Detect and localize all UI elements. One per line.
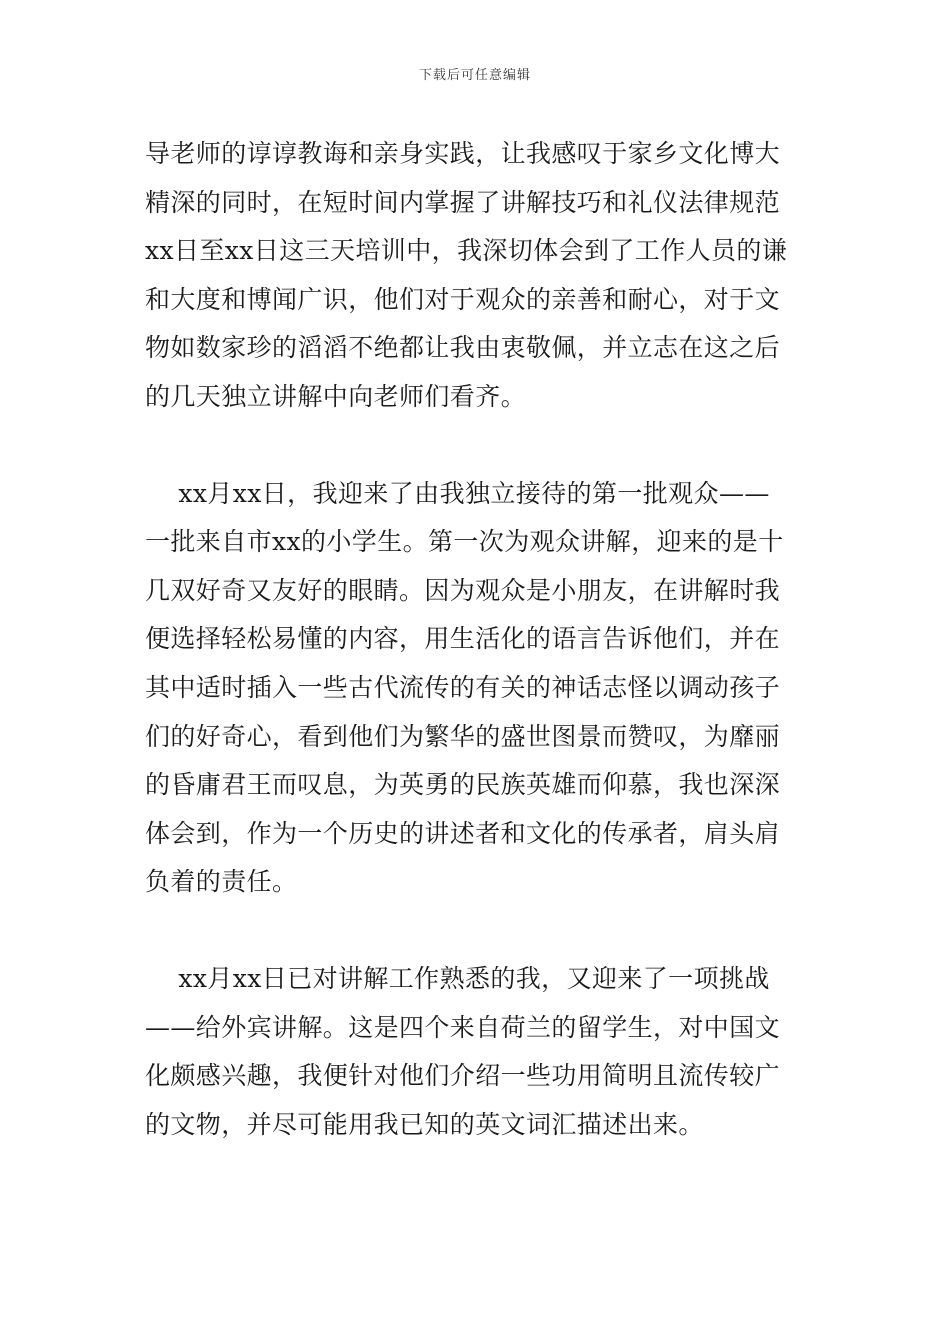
paragraph-spacer (145, 422, 810, 470)
text-line: ——给外宾讲解。这是四个来自荷兰的留学生，对中国文 (145, 1012, 781, 1042)
text-line: 和大度和博闻广识，他们对于观众的亲善和耐心，对于文 (145, 284, 781, 314)
document-body (145, 130, 810, 1149)
text-line: 精深的同时，在短时间内掌握了讲解技巧和礼仪法律规范 (145, 187, 781, 217)
text-line: 其中适时插入一些古代流传的有关的神话志怪以调动孩子 (145, 672, 781, 702)
text-line: 的文物，并尽可能用我已知的英文词汇描述出来。 (145, 1109, 704, 1139)
text-line: 便选择轻松易懂的内容，用生活化的语言告诉他们，并在 (145, 624, 781, 654)
text-line: xx日至xx日这三天培训中，我深切体会到了工作人员的谦 (145, 236, 788, 266)
text-line: xx月xx日，我迎来了由我独立接待的第一批观众—— (145, 478, 770, 508)
text-line: 物如数家珍的滔滔不绝都让我由衷敬佩，并立志在这之后 (145, 333, 781, 363)
text-line: 几双好奇又友好的眼睛。因为观众是小朋友，在讲解时我 (145, 575, 781, 605)
paragraph-2 (145, 470, 810, 907)
paragraph-1 (145, 130, 810, 422)
text-line: 体会到，作为一个历史的讲述者和文化的传承者，肩头肩 (145, 818, 781, 848)
text-line: 的昏庸君王而叹息，为英勇的民族英雄而仰慕，我也深深 (145, 770, 781, 800)
text-line: 们的好奇心，看到他们为繁华的盛世图景而赞叹，为靡丽 (145, 721, 781, 751)
text-line: 化颇感兴趣，我便针对他们介绍一些功用简明且流传较广 (145, 1061, 781, 1091)
text-line: 一批来自市xx的小学生。第一次为观众讲解，迎来的是十 (145, 527, 784, 557)
text-line: 负着的责任。 (145, 867, 298, 897)
page-header-note: 下载后可任意编辑 (418, 68, 531, 83)
text-line: xx月xx日已对讲解工作熟悉的我，又迎来了一项挑战 (145, 963, 770, 993)
paragraph-3 (145, 955, 810, 1149)
text-line: 导老师的谆谆教诲和亲身实践，让我感叹于家乡文化博大 (145, 139, 781, 168)
text-line: 的几天独立讲解中向老师们看齐。 (145, 381, 527, 411)
paragraph-spacer (145, 907, 810, 955)
